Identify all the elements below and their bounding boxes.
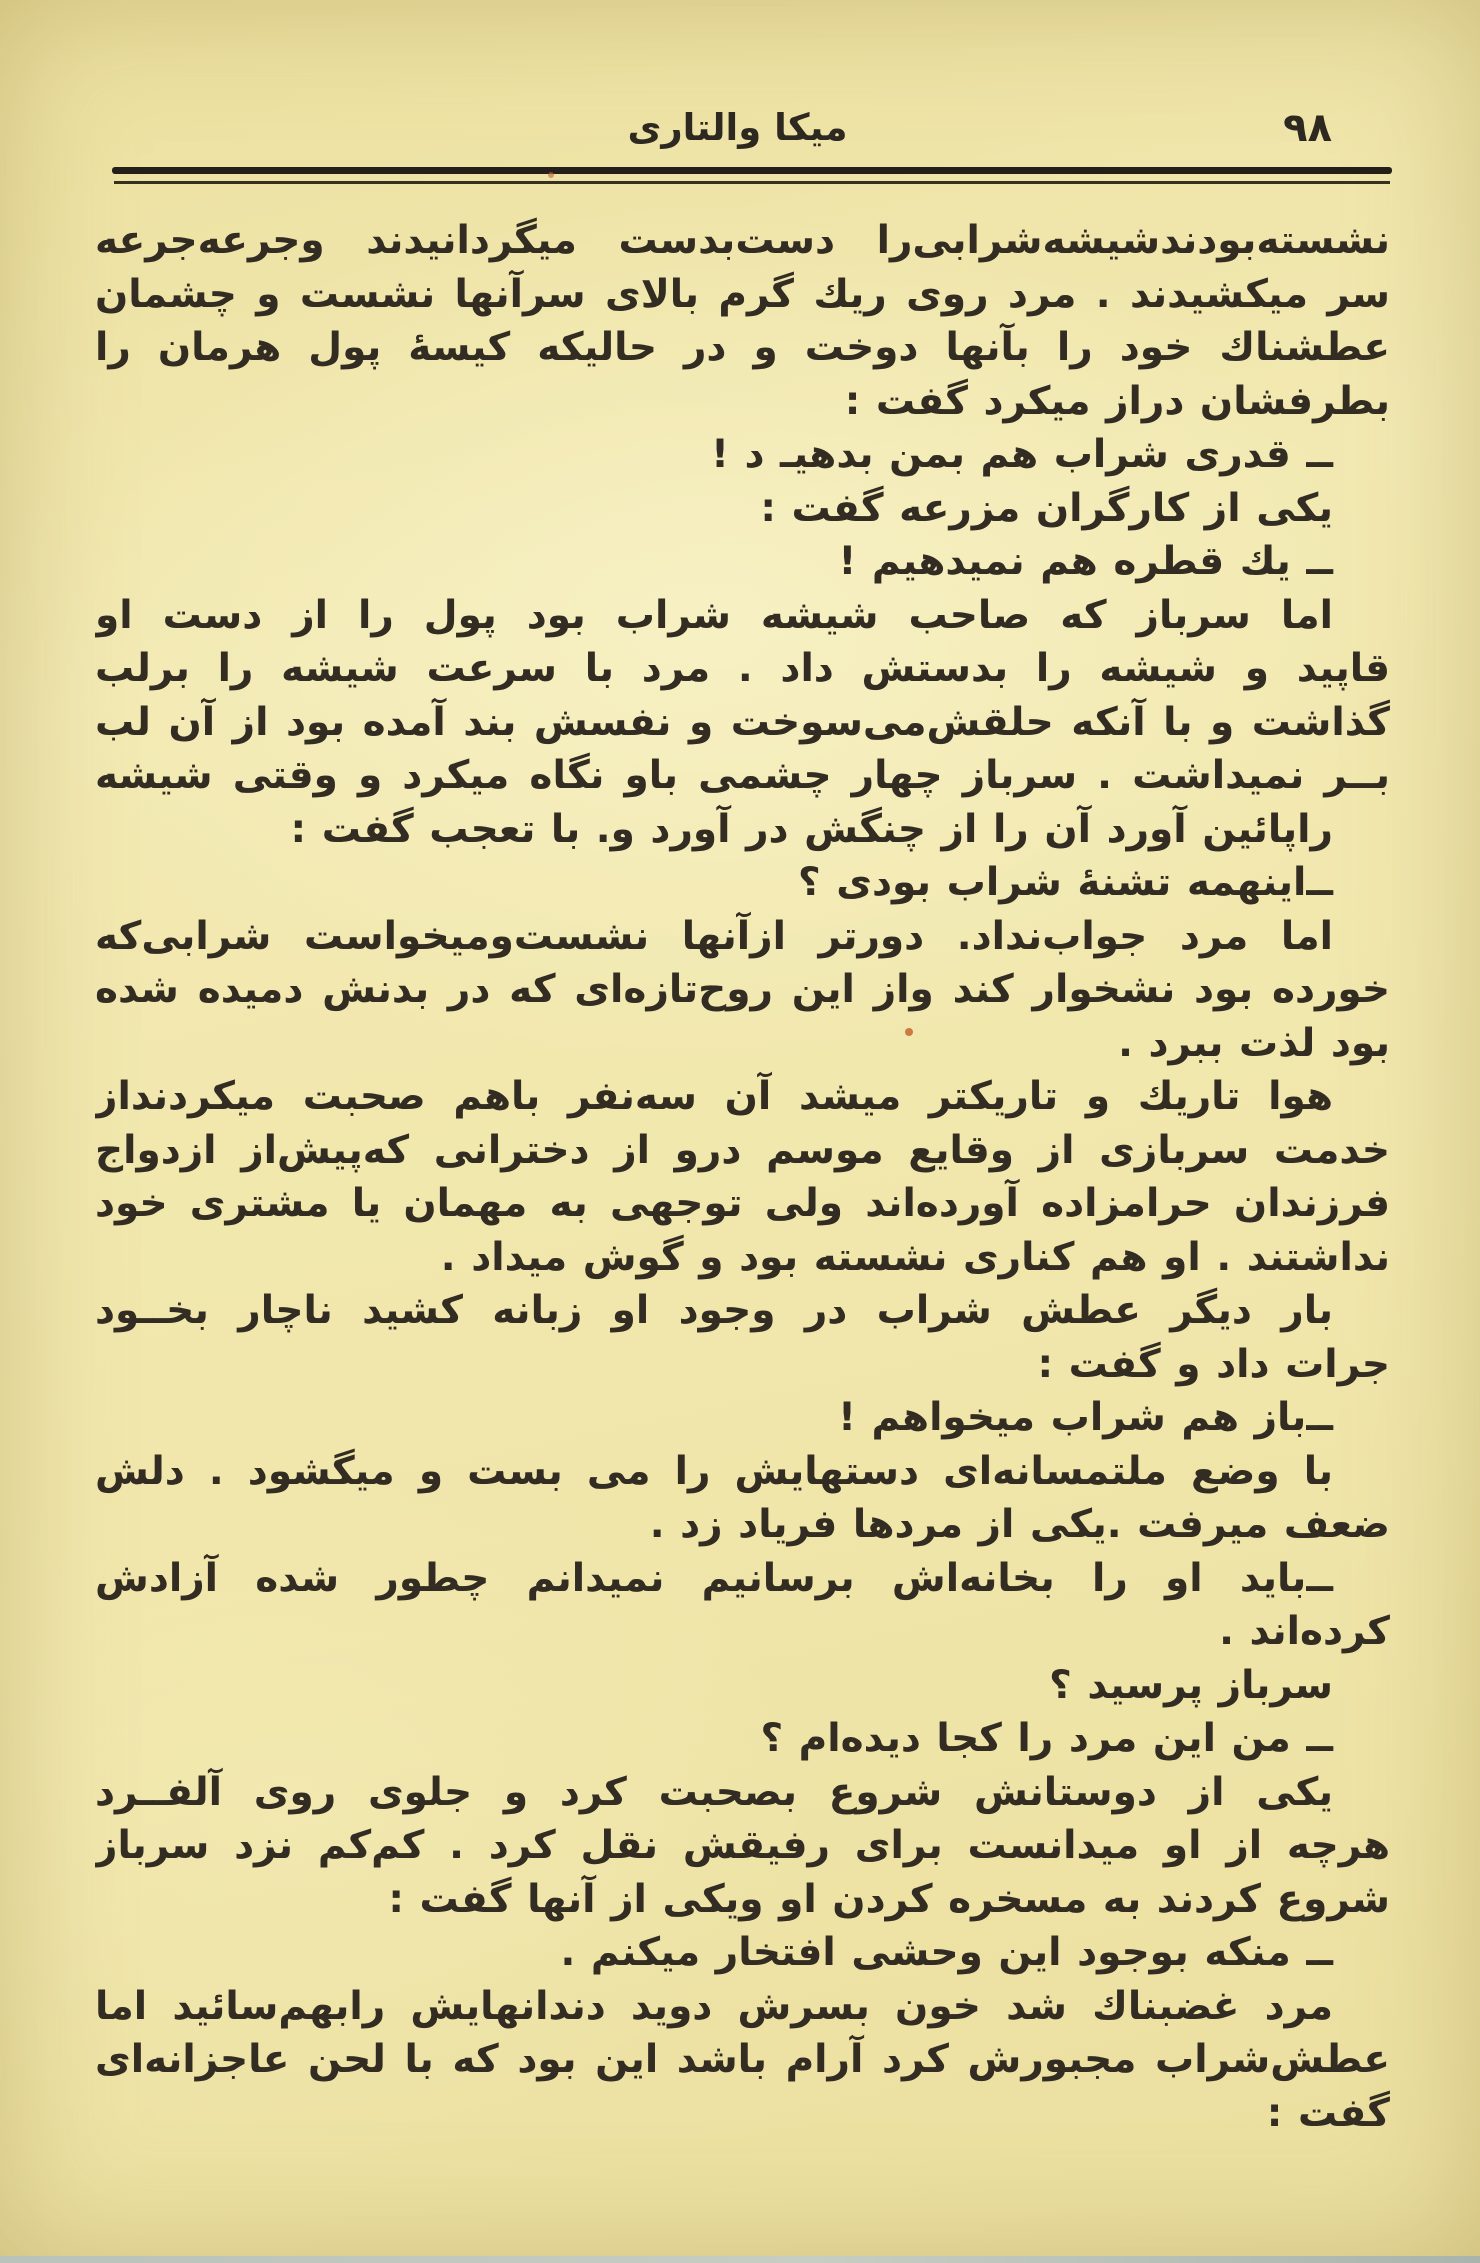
text-line: ــ‌باز هم شراب میخواهم ! <box>838 1395 1333 1440</box>
text-line: بــر نمیداشت . سرباز چهار چشمی باو نگاه میکرد و وقتی شیشه <box>95 753 1390 798</box>
text-line: ــ منکه بوجود این وحشی افتخار میکنم . <box>560 1930 1333 1975</box>
text-line: ــ‌اینهمه تشنهٔ شراب بودی ؟ <box>798 860 1333 905</box>
text-line: عطش‌شراب مجبورش کرد آرام باشد این بود که با لحن عاجزانه‌ای <box>95 2037 1390 2082</box>
text-line: یکی از کارگران مزرعه گفت : <box>760 485 1333 531</box>
text-line: کرده‌اند . <box>1219 1609 1390 1654</box>
text-line: مرد غضبناك شد خون بسرش دوید دندانهایش رابهم‌سائید اما <box>95 1983 1333 2029</box>
text-line: بار دیگر عطش شراب در وجود او زبانه کشید ناچار بخــود <box>95 1288 1333 1333</box>
text-line: گفت : <box>1266 2090 1390 2136</box>
text-line: ضعف میرفت .یکی از مردها فریاد زد . <box>649 1502 1390 1547</box>
header-rule-thin <box>114 181 1390 184</box>
header-rule-thick <box>112 167 1392 174</box>
text-line: خورده بود نشخوار کند واز این روح‌تازه‌ای که در بدنش دمیده شده <box>95 967 1390 1012</box>
text-line: سر میکشیدند . مرد روی ریك گرم بالای سرآنها نشست و چشمان <box>95 271 1390 317</box>
page-header <box>90 100 1385 156</box>
text-line: شروع کردند به مسخره کردن او ویکی از آنها گفت : <box>388 1876 1390 1922</box>
text-line: سرباز پرسید ؟ <box>1049 1662 1333 1708</box>
text-line: ــ من این مرد را کجا دیده‌ام ؟ <box>760 1716 1333 1761</box>
text-line: بطرفشان دراز میکرد گفت : <box>844 378 1390 424</box>
text-line: اما مرد جواب‌نداد. دورتر ازآنها نشست‌ومیخواست شرابی‌که <box>95 913 1333 959</box>
text-line: بود لذت ببرد . <box>1118 1020 1390 1066</box>
page-number: ۹۸ <box>1283 105 1332 151</box>
paper-speck <box>548 172 554 178</box>
text-line: راپائین آورد آن را از چنگش در آورد و. با تعجب گفت : <box>290 806 1333 852</box>
text-line: ــ‌باید او را بخانه‌اش برسانیم نمیدانم چطور شده آزادش <box>95 1555 1333 1601</box>
text-line: هرچه از او میدانست برای رفیقش نقل کرد . کم‌کم نزد سرباز <box>95 1823 1390 1868</box>
text-line: فرزندان حرامزاده آورده‌اند ولی توجهی به مهمان یا مشتری خود <box>95 1181 1390 1226</box>
text-line: عطشناك خود را بآنها دوخت و در حالیکه کیسهٔ پول هرمان را <box>95 325 1390 370</box>
text-line: هوا تاریك و تاریکتر میشد آن سه‌نفر باهم صحبت میکردنداز <box>95 1074 1333 1119</box>
text-line: گذاشت و با آنکه حلقش‌می‌سوخت و نفسش بند آمده بود از آن لب <box>95 699 1390 745</box>
text-line: اما سرباز که صاحب شیشه شراب بود پول را از دست او <box>95 592 1333 638</box>
text-line: ــ یك قطره هم نمیدهیم ! <box>838 539 1333 584</box>
text-line: یکی از دوستانش شروع بصحبت کرد و جلوی روی آلفــرد <box>95 1769 1333 1815</box>
scan-bottom-edge <box>0 2256 1480 2263</box>
text-line: با وضع ملتمسانه‌ای دستهایش را می بست و میگشود . دلش <box>95 1448 1333 1494</box>
text-line: ــ قدری شراب هم بمن بدهیـ د ! <box>711 432 1333 477</box>
text-line: خدمت سربازی از وقایع موسم درو از دخترانی که‌پیش‌از ازدواج <box>95 1127 1390 1173</box>
text-line: قاپید و شیشه را بدستش داد . مرد با سرعت شیشه را برلب <box>95 646 1390 691</box>
running-title: میکا والتاری <box>627 106 848 149</box>
text-block <box>95 214 1390 2140</box>
paper-speck <box>905 1028 913 1036</box>
text-line: نشسته‌بودندشیشه‌شرابی‌را دست‌بدست میگردانیدند وجرعه‌جرعه <box>95 218 1390 263</box>
text-line: نداشتند . او هم کناری نشسته بود و گوش میداد . <box>440 1234 1390 1280</box>
text-line: جرات داد و گفت : <box>1037 1341 1390 1387</box>
